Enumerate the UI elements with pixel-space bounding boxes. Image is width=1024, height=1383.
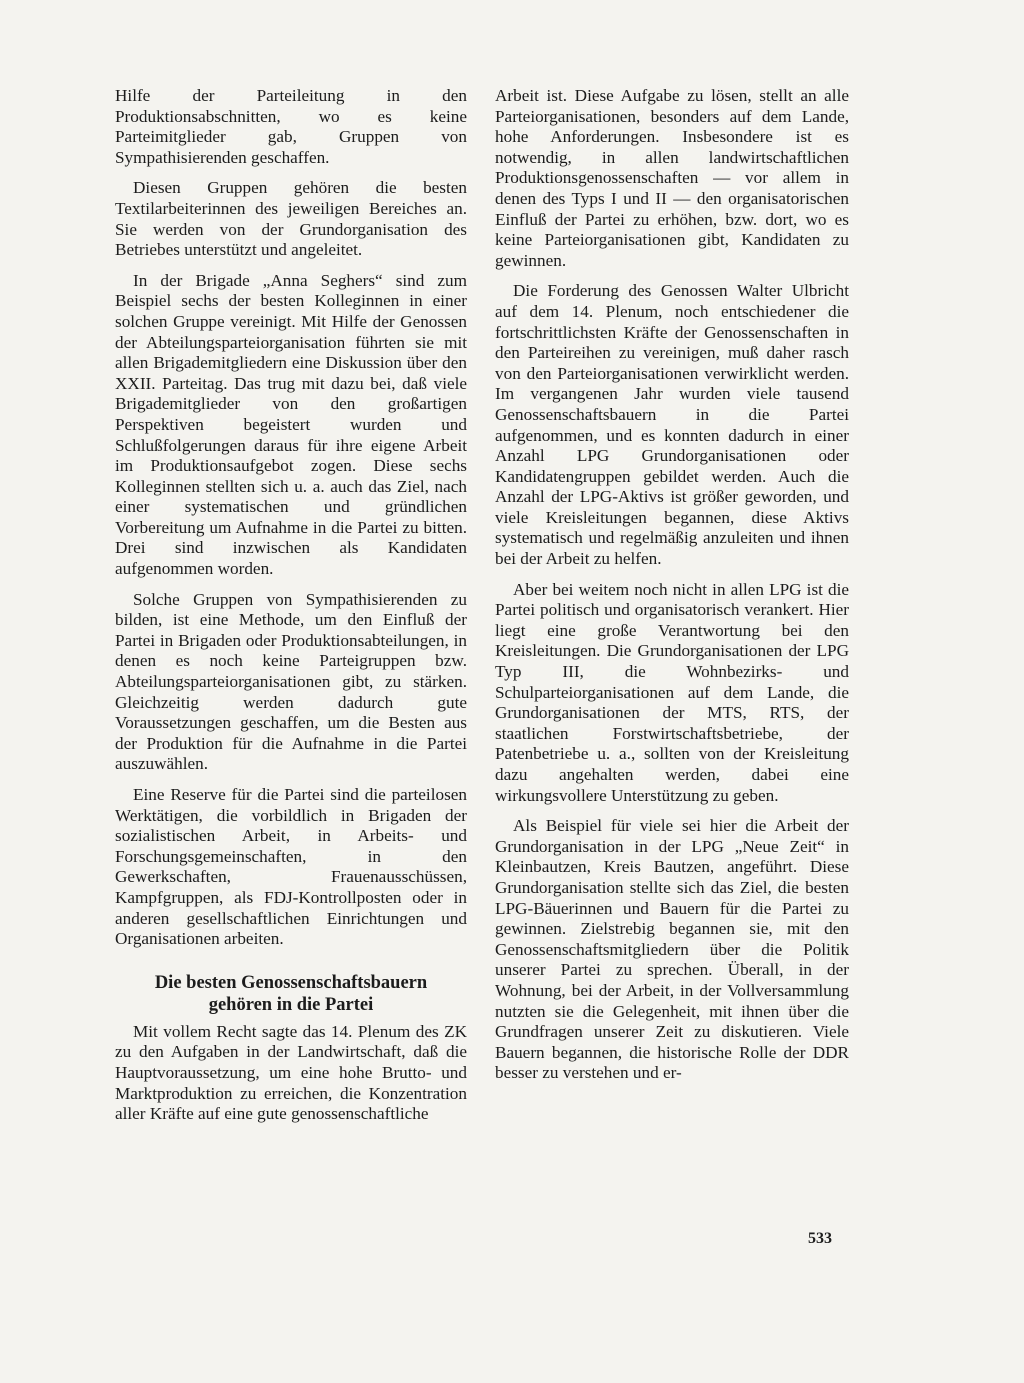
paragraph: Mit vollem Recht sagte das 14. Plenum des ZK zu den Aufgaben in der Landwirtschaft, daß die Hauptvoraussetzung, um eine hohe Brutto- und Marktproduktion zu erreichen, die Konzentration aller Kräfte auf eine gute genossenschaftliche [115, 1021, 467, 1124]
paragraph: Arbeit ist. Diese Aufgabe zu lösen, stellt an alle Parteiorganisationen, besonders auf dem Lande, hohe Anforderungen. Insbesondere ist es notwendig, in allen landwirtschaftlichen Produktionsgenossenschaften — vor allem in denen des Typs I und II — den organisatorischen Einfluß der Partei zu erhöhen, bzw. dort, wo es keine Parteiorganisationen gibt, Kandidaten zu gewinnen. [495, 86, 849, 270]
paragraph: Die Forderung des Genossen Walter Ulbricht auf dem 14. Plenum, noch entschiedener die fortschrittlichsten Kräfte der Genossenschaften in den Parteireihen zu vereinigen, muß daher rasch von den Parteiorganisationen verwirklicht werden. Im vergangenen Jahr wurden viele tausend Genossenschaftsbauern in die Partei aufgenommen, und es konnten dadurch in einer Anzahl LPG Grundorganisationen oder Kandidatengruppen gebildet werden. Auch die Anzahl der LPG-Aktivs ist größer geworden, und viele Kreisleitungen begannen, diese Aktivs systematisch und regelmäßig anzuleiten und ihnen bei der Arbeit zu helfen. [495, 281, 849, 569]
section-heading [115, 972, 467, 1016]
left-column [115, 86, 467, 1135]
paragraph: In der Brigade „Anna Seghers“ sind zum Beispiel sechs der besten Kolleginnen in einer solchen Gruppe vereinigt. Mit Hilfe der Genossen der Abteilungsparteiorganisation führten sie mit allen Brigademitgliedern eine Diskussion über den XXII. Parteitag. Das trug mit dazu bei, daß viele Brigademitglieder von den großartigen Perspektiven begeistert wurden und Schlußfolgerungen daraus für ihre eigene Arbeit im Produktionsaufgebot zogen. Diese sechs Kolleginnen stellten sich u. a. auch das Ziel, nach einer systematischen und gründlichen Vorbereitung um Aufnahme in die Partei zu bitten. Drei sind inzwischen als Kandidaten aufgenommen worden. [115, 270, 467, 579]
section-heading-line: Die besten Genossenschaftsbauern [154, 972, 428, 993]
paragraph: Aber bei weitem noch nicht in allen LPG ist die Partei politisch und organisatorisch verankert. Hier liegt eine große Verantwortung bei den Kreisleitungen. Die Grundorganisationen der LPG Typ III, die Wohnbezirks- und Schulparteiorganisationen auf dem Lande, die Grundorganisationen der MTS, RTS, der staatlichen Forstwirtschaftsbetriebe, der Patenbetriebe u. a., sollten von der Kreisleitung dazu angehalten werden, dabei eine wirkungsvollere Unterstützung zu geben. [495, 579, 849, 805]
page-number: 533 [808, 1230, 832, 1247]
paragraph: Hilfe der Parteileitung in den Produktionsabschnitten, wo es keine Parteimitglieder gab, Gruppen von Sympathisierenden geschaffen. [115, 86, 467, 167]
paragraph: Eine Reserve für die Partei sind die parteilosen Werktätigen, die vorbildlich in Brigaden der sozialistischen Arbeit, in Arbeits- und Forschungsgemeinschaften, in den Gewerkschaften, Frauenausschüssen, Kampfgruppen, als FDJ-Kontrollposten oder in anderen gesellschaftlichen Einrichtungen und Organisationen arbeiten. [115, 785, 467, 949]
paragraph: Als Beispiel für viele sei hier die Arbeit der Grundorganisation in der LPG „Neue Zeit“ in Kleinbautzen, Kreis Bautzen, angeführt. Diese Grundorganisation stellte sich das Ziel, die besten LPG-Bäuerinnen und Bauern für die Partei zu gewinnen. Zielstrebig begannen sie, mit den Genossenschaftsmitgliedern über die Politik unserer Partei zu sprechen. Überall, in der Wohnung, bei der Arbeit, in der Vollversammlung nutzten sie die Gelegenheit, mit ihnen über die Grundfragen unserer Zeit zu diskutieren. Viele Bauern begannen, die historische Rolle der DDR besser zu verstehen und er- [495, 816, 849, 1083]
paragraph: Solche Gruppen von Sympathisierenden zu bilden, ist eine Methode, um den Einfluß der Partei in Brigaden oder Produktionsabteilungen, in denen es noch keine Parteigruppen bzw. Abteilungsparteiorganisationen gibt, zu stärken. Gleichzeitig werden dadurch gute Voraussetzungen geschaffen, um die Besten aus der Produktion für die Aufnahme in die Partei auszuwählen. [115, 589, 467, 774]
right-column [495, 86, 849, 1094]
section-heading-line: gehören in die Partei [208, 994, 374, 1015]
paragraph: Diesen Gruppen gehören die besten Textilarbeiterinnen des jeweiligen Bereiches an. Sie werden von der Grundorganisation des Betriebes unterstützt und angeleitet. [115, 178, 467, 260]
